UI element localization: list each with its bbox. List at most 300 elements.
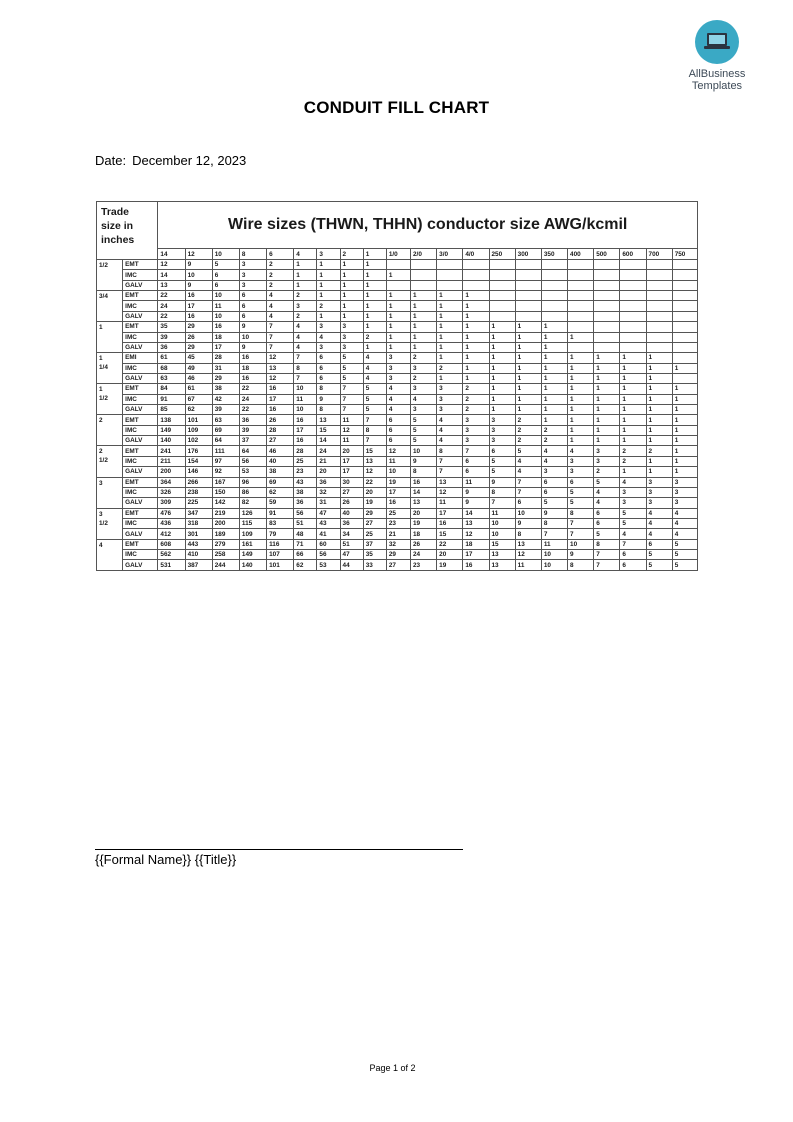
column-header: 12	[185, 249, 212, 260]
fill-value-cell: 1	[463, 322, 489, 332]
fill-value-cell	[568, 301, 594, 311]
trade-size-header: Trade size in inches	[97, 202, 158, 260]
table-row	[97, 425, 698, 435]
fill-value-cell: 142	[212, 498, 239, 508]
fill-value-cell: 1	[363, 322, 386, 332]
fill-value-cell: 1	[294, 260, 317, 270]
table-body	[97, 260, 698, 571]
conduit-type-cell: GALV	[123, 373, 158, 383]
fill-value-cell: 101	[267, 560, 294, 571]
fill-value-cell	[568, 342, 594, 352]
fill-value-cell: 64	[212, 436, 239, 446]
fill-value-cell: 5	[340, 353, 363, 363]
fill-value-cell: 4	[646, 518, 672, 528]
fill-value-cell: 43	[317, 518, 340, 528]
fill-value-cell: 5	[646, 560, 672, 571]
fill-value-cell: 1	[594, 415, 620, 425]
fill-value-cell: 16	[410, 477, 436, 487]
fill-value-cell: 22	[158, 291, 185, 301]
fill-value-cell: 109	[185, 425, 212, 435]
fill-value-cell	[672, 270, 697, 280]
fill-value-cell	[594, 270, 620, 280]
fill-value-cell: 12	[267, 353, 294, 363]
fill-value-cell: 1	[672, 394, 697, 404]
fill-value-cell	[646, 260, 672, 270]
fill-value-cell: 20	[410, 508, 436, 518]
table-row	[97, 436, 698, 446]
trade-size-label: 3	[99, 510, 103, 518]
fill-value-cell: 140	[158, 436, 185, 446]
fill-value-cell: 1	[317, 311, 340, 321]
fill-value-cell: 1	[463, 353, 489, 363]
fill-value-cell: 102	[185, 436, 212, 446]
fill-value-cell: 24	[239, 394, 266, 404]
fill-value-cell: 17	[185, 301, 212, 311]
fill-value-cell: 6	[317, 373, 340, 383]
fill-value-cell: 2	[620, 446, 646, 456]
fill-value-cell: 412	[158, 529, 185, 539]
fill-value-cell: 24	[410, 550, 436, 560]
fill-value-cell: 4	[267, 291, 294, 301]
fill-value-cell: 27	[363, 518, 386, 528]
fill-value-cell: 4	[515, 456, 541, 466]
fill-value-cell: 16	[294, 436, 317, 446]
fill-value-cell: 56	[294, 508, 317, 518]
fill-value-cell	[620, 280, 646, 290]
fill-value-cell: 69	[267, 477, 294, 487]
fill-value-cell: 1	[463, 363, 489, 373]
fill-value-cell	[672, 301, 697, 311]
trade-size-cell	[97, 539, 123, 570]
fill-value-cell: 35	[363, 550, 386, 560]
fill-value-cell: 6	[212, 270, 239, 280]
fill-value-cell: 49	[185, 363, 212, 373]
fill-value-cell: 13	[437, 477, 463, 487]
fill-value-cell	[489, 311, 515, 321]
fill-value-cell: 8	[317, 405, 340, 415]
table-row	[97, 467, 698, 477]
fill-value-cell: 1	[489, 373, 515, 383]
fill-value-cell: 1	[541, 342, 567, 352]
table-row	[97, 508, 698, 518]
fill-value-cell: 9	[185, 280, 212, 290]
fill-value-cell: 39	[212, 405, 239, 415]
fill-value-cell: 17	[463, 550, 489, 560]
fill-value-cell: 16	[267, 384, 294, 394]
fill-value-cell: 1	[386, 311, 410, 321]
fill-value-cell	[568, 322, 594, 332]
fill-value-cell: 29	[185, 342, 212, 352]
fill-value-cell: 5	[410, 436, 436, 446]
fill-value-cell: 16	[239, 373, 266, 383]
fill-value-cell: 8	[568, 508, 594, 518]
fill-value-cell	[489, 291, 515, 301]
fill-value-cell	[620, 311, 646, 321]
fill-value-cell: 364	[158, 477, 185, 487]
fill-value-cell: 13	[463, 518, 489, 528]
fill-value-cell: 126	[239, 508, 266, 518]
fill-value-cell: 11	[386, 456, 410, 466]
fill-value-cell: 16	[185, 291, 212, 301]
fill-value-cell: 3	[568, 456, 594, 466]
fill-value-cell: 1	[386, 291, 410, 301]
fill-value-cell: 1	[541, 322, 567, 332]
fill-value-cell: 1	[646, 436, 672, 446]
fill-value-cell: 1	[515, 405, 541, 415]
fill-value-cell: 238	[185, 487, 212, 497]
fill-value-cell: 19	[437, 560, 463, 571]
table-row	[97, 260, 698, 270]
fill-value-cell: 13	[267, 363, 294, 373]
fill-value-cell: 1	[568, 373, 594, 383]
conduit-type-cell: EMT	[123, 384, 158, 394]
fill-value-cell: 16	[212, 322, 239, 332]
fill-value-cell: 71	[294, 539, 317, 549]
conduit-type-cell: GALV	[123, 436, 158, 446]
fill-value-cell: 1	[646, 456, 672, 466]
fill-value-cell: 189	[212, 529, 239, 539]
fill-value-cell	[646, 311, 672, 321]
fill-value-cell: 476	[158, 508, 185, 518]
fill-value-cell: 1	[541, 415, 567, 425]
fill-value-cell: 7	[594, 550, 620, 560]
fill-value-cell: 3	[340, 332, 363, 342]
fill-value-cell: 1	[672, 405, 697, 415]
fill-value-cell: 2	[317, 301, 340, 311]
fill-value-cell: 29	[363, 508, 386, 518]
fill-value-cell: 1	[410, 342, 436, 352]
trade-size-cell	[97, 260, 123, 291]
fill-value-cell: 47	[317, 508, 340, 518]
table-row	[97, 394, 698, 404]
fill-value-cell: 1	[594, 363, 620, 373]
fill-value-cell: 1	[568, 405, 594, 415]
fill-value-cell: 1	[294, 280, 317, 290]
fill-value-cell: 1	[463, 291, 489, 301]
fill-value-cell: 4	[386, 394, 410, 404]
fill-value-cell: 39	[158, 332, 185, 342]
fill-value-cell	[672, 342, 697, 352]
fill-value-cell: 16	[267, 405, 294, 415]
fill-value-cell: 1	[646, 415, 672, 425]
fill-value-cell: 266	[185, 477, 212, 487]
fill-value-cell: 96	[239, 477, 266, 487]
fill-value-cell: 13	[317, 415, 340, 425]
fill-value-cell: 1	[594, 373, 620, 383]
fill-value-cell: 3	[489, 425, 515, 435]
fill-value-cell: 149	[158, 425, 185, 435]
fill-value-cell: 3	[340, 322, 363, 332]
fill-value-cell: 36	[317, 477, 340, 487]
fill-value-cell: 279	[212, 539, 239, 549]
fill-value-cell: 17	[267, 394, 294, 404]
column-header: 14	[158, 249, 185, 260]
table-row	[97, 342, 698, 352]
fill-value-cell: 2	[294, 311, 317, 321]
fill-value-cell: 18	[410, 529, 436, 539]
fill-value-cell	[568, 280, 594, 290]
fill-value-cell: 5	[410, 425, 436, 435]
fill-value-cell: 7	[568, 518, 594, 528]
fill-value-cell: 83	[267, 518, 294, 528]
conduit-type-cell: EMT	[123, 322, 158, 332]
fill-value-cell: 3	[239, 280, 266, 290]
fill-value-cell: 11	[541, 539, 567, 549]
fill-value-cell: 4	[317, 332, 340, 342]
fill-value-cell: 11	[340, 436, 363, 446]
fill-value-cell: 2	[463, 384, 489, 394]
fill-value-cell	[568, 270, 594, 280]
fill-value-cell: 3	[489, 436, 515, 446]
fill-value-cell: 9	[410, 456, 436, 466]
fill-value-cell	[386, 260, 410, 270]
fill-value-cell	[515, 291, 541, 301]
fill-value-cell: 20	[363, 487, 386, 497]
fill-value-cell: 6	[463, 456, 489, 466]
fill-value-cell: 40	[267, 456, 294, 466]
fill-value-cell: 27	[340, 487, 363, 497]
fill-value-cell: 3	[646, 498, 672, 508]
fill-value-cell	[463, 280, 489, 290]
fill-value-cell: 8	[437, 446, 463, 456]
fill-value-cell: 6	[317, 353, 340, 363]
fill-value-cell: 7	[340, 384, 363, 394]
fill-value-cell: 410	[185, 550, 212, 560]
fill-value-cell: 12	[363, 467, 386, 477]
fill-value-cell: 3	[294, 301, 317, 311]
fill-value-cell: 22	[363, 477, 386, 487]
fill-value-cell: 18	[239, 363, 266, 373]
fill-value-cell	[386, 280, 410, 290]
fill-value-cell: 1	[620, 425, 646, 435]
fill-value-cell: 1	[672, 446, 697, 456]
fill-value-cell: 3	[410, 405, 436, 415]
fill-value-cell: 16	[463, 560, 489, 571]
fill-value-cell: 42	[212, 394, 239, 404]
fill-value-cell	[515, 260, 541, 270]
fill-value-cell: 10	[212, 311, 239, 321]
fill-value-cell: 4	[294, 342, 317, 352]
fill-value-cell	[646, 280, 672, 290]
fill-value-cell	[410, 270, 436, 280]
fill-value-cell: 5	[489, 456, 515, 466]
fill-value-cell: 6	[515, 498, 541, 508]
conduit-type-cell: IMC	[123, 518, 158, 528]
fill-value-cell: 225	[185, 498, 212, 508]
fill-value-cell: 1	[672, 415, 697, 425]
fill-value-cell	[646, 322, 672, 332]
fill-value-cell: 200	[158, 467, 185, 477]
fill-value-cell: 3	[463, 415, 489, 425]
fill-value-cell: 2	[267, 260, 294, 270]
fill-value-cell: 1	[437, 311, 463, 321]
fill-value-cell: 4	[410, 394, 436, 404]
fill-value-cell: 64	[239, 446, 266, 456]
fill-value-cell: 1	[568, 436, 594, 446]
fill-value-cell: 14	[410, 487, 436, 497]
fill-value-cell: 20	[340, 446, 363, 456]
fill-value-cell: 1	[594, 384, 620, 394]
fill-value-cell: 26	[410, 539, 436, 549]
fill-value-cell: 10	[489, 518, 515, 528]
fill-value-cell: 1	[363, 301, 386, 311]
fill-value-cell: 111	[212, 446, 239, 456]
fill-value-cell: 1	[410, 291, 436, 301]
fill-value-cell: 6	[541, 477, 567, 487]
fill-value-cell: 53	[239, 467, 266, 477]
conduit-type-cell: EMI	[123, 353, 158, 363]
fill-value-cell: 1	[594, 405, 620, 415]
table-row	[97, 415, 698, 425]
fill-value-cell: 7	[340, 394, 363, 404]
fill-value-cell: 3	[568, 467, 594, 477]
fill-value-cell: 1	[489, 353, 515, 363]
conduit-type-cell: IMC	[123, 456, 158, 466]
fill-value-cell: 301	[185, 529, 212, 539]
fill-value-cell: 27	[386, 560, 410, 571]
column-header: 4	[294, 249, 317, 260]
fill-value-cell	[672, 353, 697, 363]
fill-value-cell: 12	[267, 373, 294, 383]
fill-value-cell: 161	[239, 539, 266, 549]
fill-value-cell: 53	[317, 560, 340, 571]
fill-value-cell: 37	[363, 539, 386, 549]
fill-value-cell: 46	[267, 446, 294, 456]
fill-value-cell: 7	[489, 498, 515, 508]
fill-value-cell: 16	[185, 311, 212, 321]
fill-value-cell: 1	[672, 384, 697, 394]
fill-value-cell: 4	[568, 446, 594, 456]
fill-value-cell: 1	[515, 373, 541, 383]
fill-value-cell: 24	[317, 446, 340, 456]
fill-value-cell	[437, 260, 463, 270]
fill-value-cell: 23	[294, 467, 317, 477]
fill-value-cell: 1	[594, 436, 620, 446]
fill-value-cell: 1	[568, 353, 594, 363]
fill-value-cell: 12	[158, 260, 185, 270]
fill-value-cell: 6	[212, 280, 239, 290]
fill-value-cell: 32	[386, 539, 410, 549]
fill-value-cell: 11	[340, 415, 363, 425]
fill-value-cell: 1	[515, 353, 541, 363]
trade-size-cell	[97, 322, 123, 353]
conduit-type-cell: EMT	[123, 415, 158, 425]
fill-value-cell: 66	[294, 550, 317, 560]
table-row	[97, 280, 698, 290]
fill-value-cell: 3	[463, 425, 489, 435]
fill-value-cell: 2	[363, 332, 386, 342]
fill-value-cell: 6	[239, 311, 266, 321]
fill-value-cell: 28	[267, 425, 294, 435]
fill-value-cell: 9	[568, 550, 594, 560]
fill-value-cell: 23	[386, 518, 410, 528]
fill-value-cell: 4	[541, 456, 567, 466]
fill-value-cell: 9	[463, 487, 489, 497]
fill-value-cell	[410, 260, 436, 270]
fill-value-cell: 1	[489, 405, 515, 415]
fill-value-cell: 22	[158, 311, 185, 321]
fill-value-cell: 5	[340, 363, 363, 373]
fill-value-cell: 1	[340, 301, 363, 311]
fill-value-cell: 6	[541, 487, 567, 497]
fill-value-cell: 1	[541, 384, 567, 394]
fill-value-cell: 36	[158, 342, 185, 352]
fill-value-cell: 51	[340, 539, 363, 549]
column-header: 400	[568, 249, 594, 260]
fill-value-cell: 1	[317, 291, 340, 301]
fill-value-cell: 5	[515, 446, 541, 456]
fill-value-cell: 8	[363, 425, 386, 435]
fill-value-cell: 10	[212, 291, 239, 301]
fill-value-cell: 1	[437, 342, 463, 352]
fill-value-cell: 21	[386, 529, 410, 539]
fill-value-cell: 63	[158, 373, 185, 383]
table-row	[97, 291, 698, 301]
table-row	[97, 560, 698, 571]
fill-value-cell: 1	[646, 384, 672, 394]
fill-value-cell	[541, 270, 567, 280]
fill-value-cell: 2	[646, 446, 672, 456]
trade-size-cell	[97, 415, 123, 446]
fill-value-cell: 4	[363, 363, 386, 373]
fill-value-cell: 7	[437, 467, 463, 477]
fill-value-cell: 36	[294, 498, 317, 508]
fill-value-cell: 3	[340, 342, 363, 352]
fill-value-cell: 1	[568, 415, 594, 425]
fill-value-cell: 20	[437, 550, 463, 560]
fill-value-cell	[489, 301, 515, 311]
fill-value-cell: 2	[463, 405, 489, 415]
fill-value-cell: 47	[340, 550, 363, 560]
fill-value-cell: 1	[541, 353, 567, 363]
fill-value-cell: 17	[386, 487, 410, 497]
fill-value-cell: 91	[267, 508, 294, 518]
fill-value-cell: 1	[340, 311, 363, 321]
fill-value-cell: 9	[185, 260, 212, 270]
fill-value-cell: 5	[594, 477, 620, 487]
fill-value-cell	[541, 311, 567, 321]
fill-value-cell: 1	[340, 260, 363, 270]
fill-value-cell: 3	[410, 384, 436, 394]
fill-value-cell: 1	[437, 332, 463, 342]
fill-value-cell: 2	[515, 425, 541, 435]
fill-value-cell: 25	[363, 529, 386, 539]
fill-value-cell: 1	[568, 394, 594, 404]
trade-size-label: 1/2	[99, 395, 108, 403]
fill-value-cell: 28	[294, 446, 317, 456]
fill-value-cell	[489, 270, 515, 280]
table-row	[97, 539, 698, 549]
fill-value-cell: 31	[212, 363, 239, 373]
fill-value-cell: 10	[185, 270, 212, 280]
table-row	[97, 498, 698, 508]
fill-value-cell: 150	[212, 487, 239, 497]
fill-value-cell: 608	[158, 539, 185, 549]
fill-value-cell: 387	[185, 560, 212, 571]
fill-value-cell: 3	[646, 477, 672, 487]
fill-value-cell	[620, 260, 646, 270]
fill-value-cell: 1	[463, 332, 489, 342]
signature-line	[95, 849, 463, 850]
fill-value-cell: 61	[185, 384, 212, 394]
table-row	[97, 332, 698, 342]
fill-value-cell: 2	[515, 436, 541, 446]
fill-value-cell: 3	[672, 477, 697, 487]
fill-value-cell: 82	[239, 498, 266, 508]
fill-value-cell: 4	[437, 415, 463, 425]
fill-value-cell	[672, 291, 697, 301]
fill-value-cell: 3	[672, 487, 697, 497]
